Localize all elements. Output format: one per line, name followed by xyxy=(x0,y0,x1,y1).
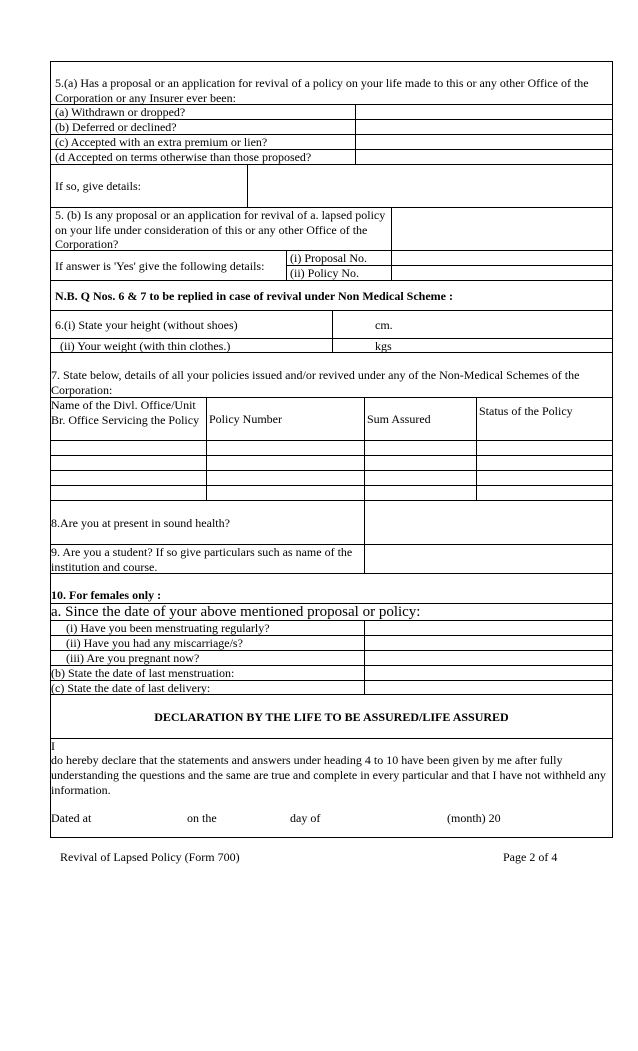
day-of-label: day of xyxy=(290,811,321,825)
q10-title: 10. For females only : xyxy=(51,588,162,602)
q10-item-last-delivery: (c) State the date of last delivery: xyxy=(51,681,211,695)
q8-question: 8.Are you at present in sound health? xyxy=(51,516,230,530)
q5b-question: 5. (b) Is any proposal or an application for revival of a. lapsed policy on your life under consideration of this or any other Office of the Corporation? xyxy=(55,208,386,251)
declaration-i: I xyxy=(51,739,55,753)
q5a-option-a: (a) Withdrawn or dropped? xyxy=(55,105,186,119)
height-unit: cm. xyxy=(375,318,393,332)
q7-question: 7. State below, details of all your policies issued and/or revived under any of the Non-Medical Schemes of the Corporation: xyxy=(51,368,580,397)
q7-header-sum-assured: Sum Assured xyxy=(367,412,431,426)
q9-question: 9. Are you a student? If so give particulars such as name of the institution and course. xyxy=(51,545,353,574)
on-the-label: on the xyxy=(187,811,217,825)
policy-no-label: (ii) Policy No. xyxy=(290,266,359,280)
proposal-no-label: (i) Proposal No. xyxy=(290,251,367,265)
q10-item-menstruating: (i) Have you been menstruating regularly? xyxy=(66,621,270,635)
q7-header-office: Name of the Divl. Office/Unit Br. Office Servicing the Policy xyxy=(51,398,200,427)
declaration-title: DECLARATION BY THE LIFE TO BE ASSURED/LIFE ASSURED xyxy=(154,710,509,724)
declaration-body: do hereby declare that the statements and answers under heading 4 to 10 have been given by me after fully understanding the questions and the same are true and complete in every particular and that I have not withheld any information. xyxy=(51,753,606,797)
weight-label: (ii) Your weight (with thin clothes.) xyxy=(60,339,231,353)
q10-item-miscarriage: (ii) Have you had any miscarriage/s? xyxy=(66,636,243,650)
q5a-option-b: (b) Deferred or declined? xyxy=(55,120,177,134)
q5a-question: 5.(a) Has a proposal or an application for revival of a policy on your life made to this or any other Office of the Corporation or any Insurer ever been: xyxy=(55,76,589,105)
height-label: 6.(i) State your height (without shoes) xyxy=(55,318,238,332)
dated-at-label: Dated at xyxy=(51,811,92,825)
q10-item-last-menstruation: (b) State the date of last menstruation: xyxy=(51,666,235,680)
nb-note: N.B. Q Nos. 6 & 7 to be replied in case of revival under Non Medical Scheme : xyxy=(55,289,453,303)
q10-item-pregnant: (iii) Are you pregnant now? xyxy=(66,651,200,665)
q5a-details-label: If so, give details: xyxy=(55,179,141,193)
q7-header-status: Status of the Policy xyxy=(479,404,573,418)
month-label: (month) 20 xyxy=(447,811,501,825)
weight-unit: kgs xyxy=(375,339,392,353)
q10-subtitle: a. Since the date of your above mentioned proposal or policy: xyxy=(51,604,421,620)
q5a-option-d: (d Accepted on terms otherwise than those proposed? xyxy=(55,150,312,164)
footer-form-name: Revival of Lapsed Policy (Form 700) xyxy=(60,850,240,864)
q5a-option-c: (c) Accepted with an extra premium or lien? xyxy=(55,135,268,149)
q5b-yes-label: If answer is 'Yes' give the following details: xyxy=(55,259,265,273)
footer-page-number: Page 2 of 4 xyxy=(503,850,558,864)
q7-header-policy-number: Policy Number xyxy=(209,412,282,426)
